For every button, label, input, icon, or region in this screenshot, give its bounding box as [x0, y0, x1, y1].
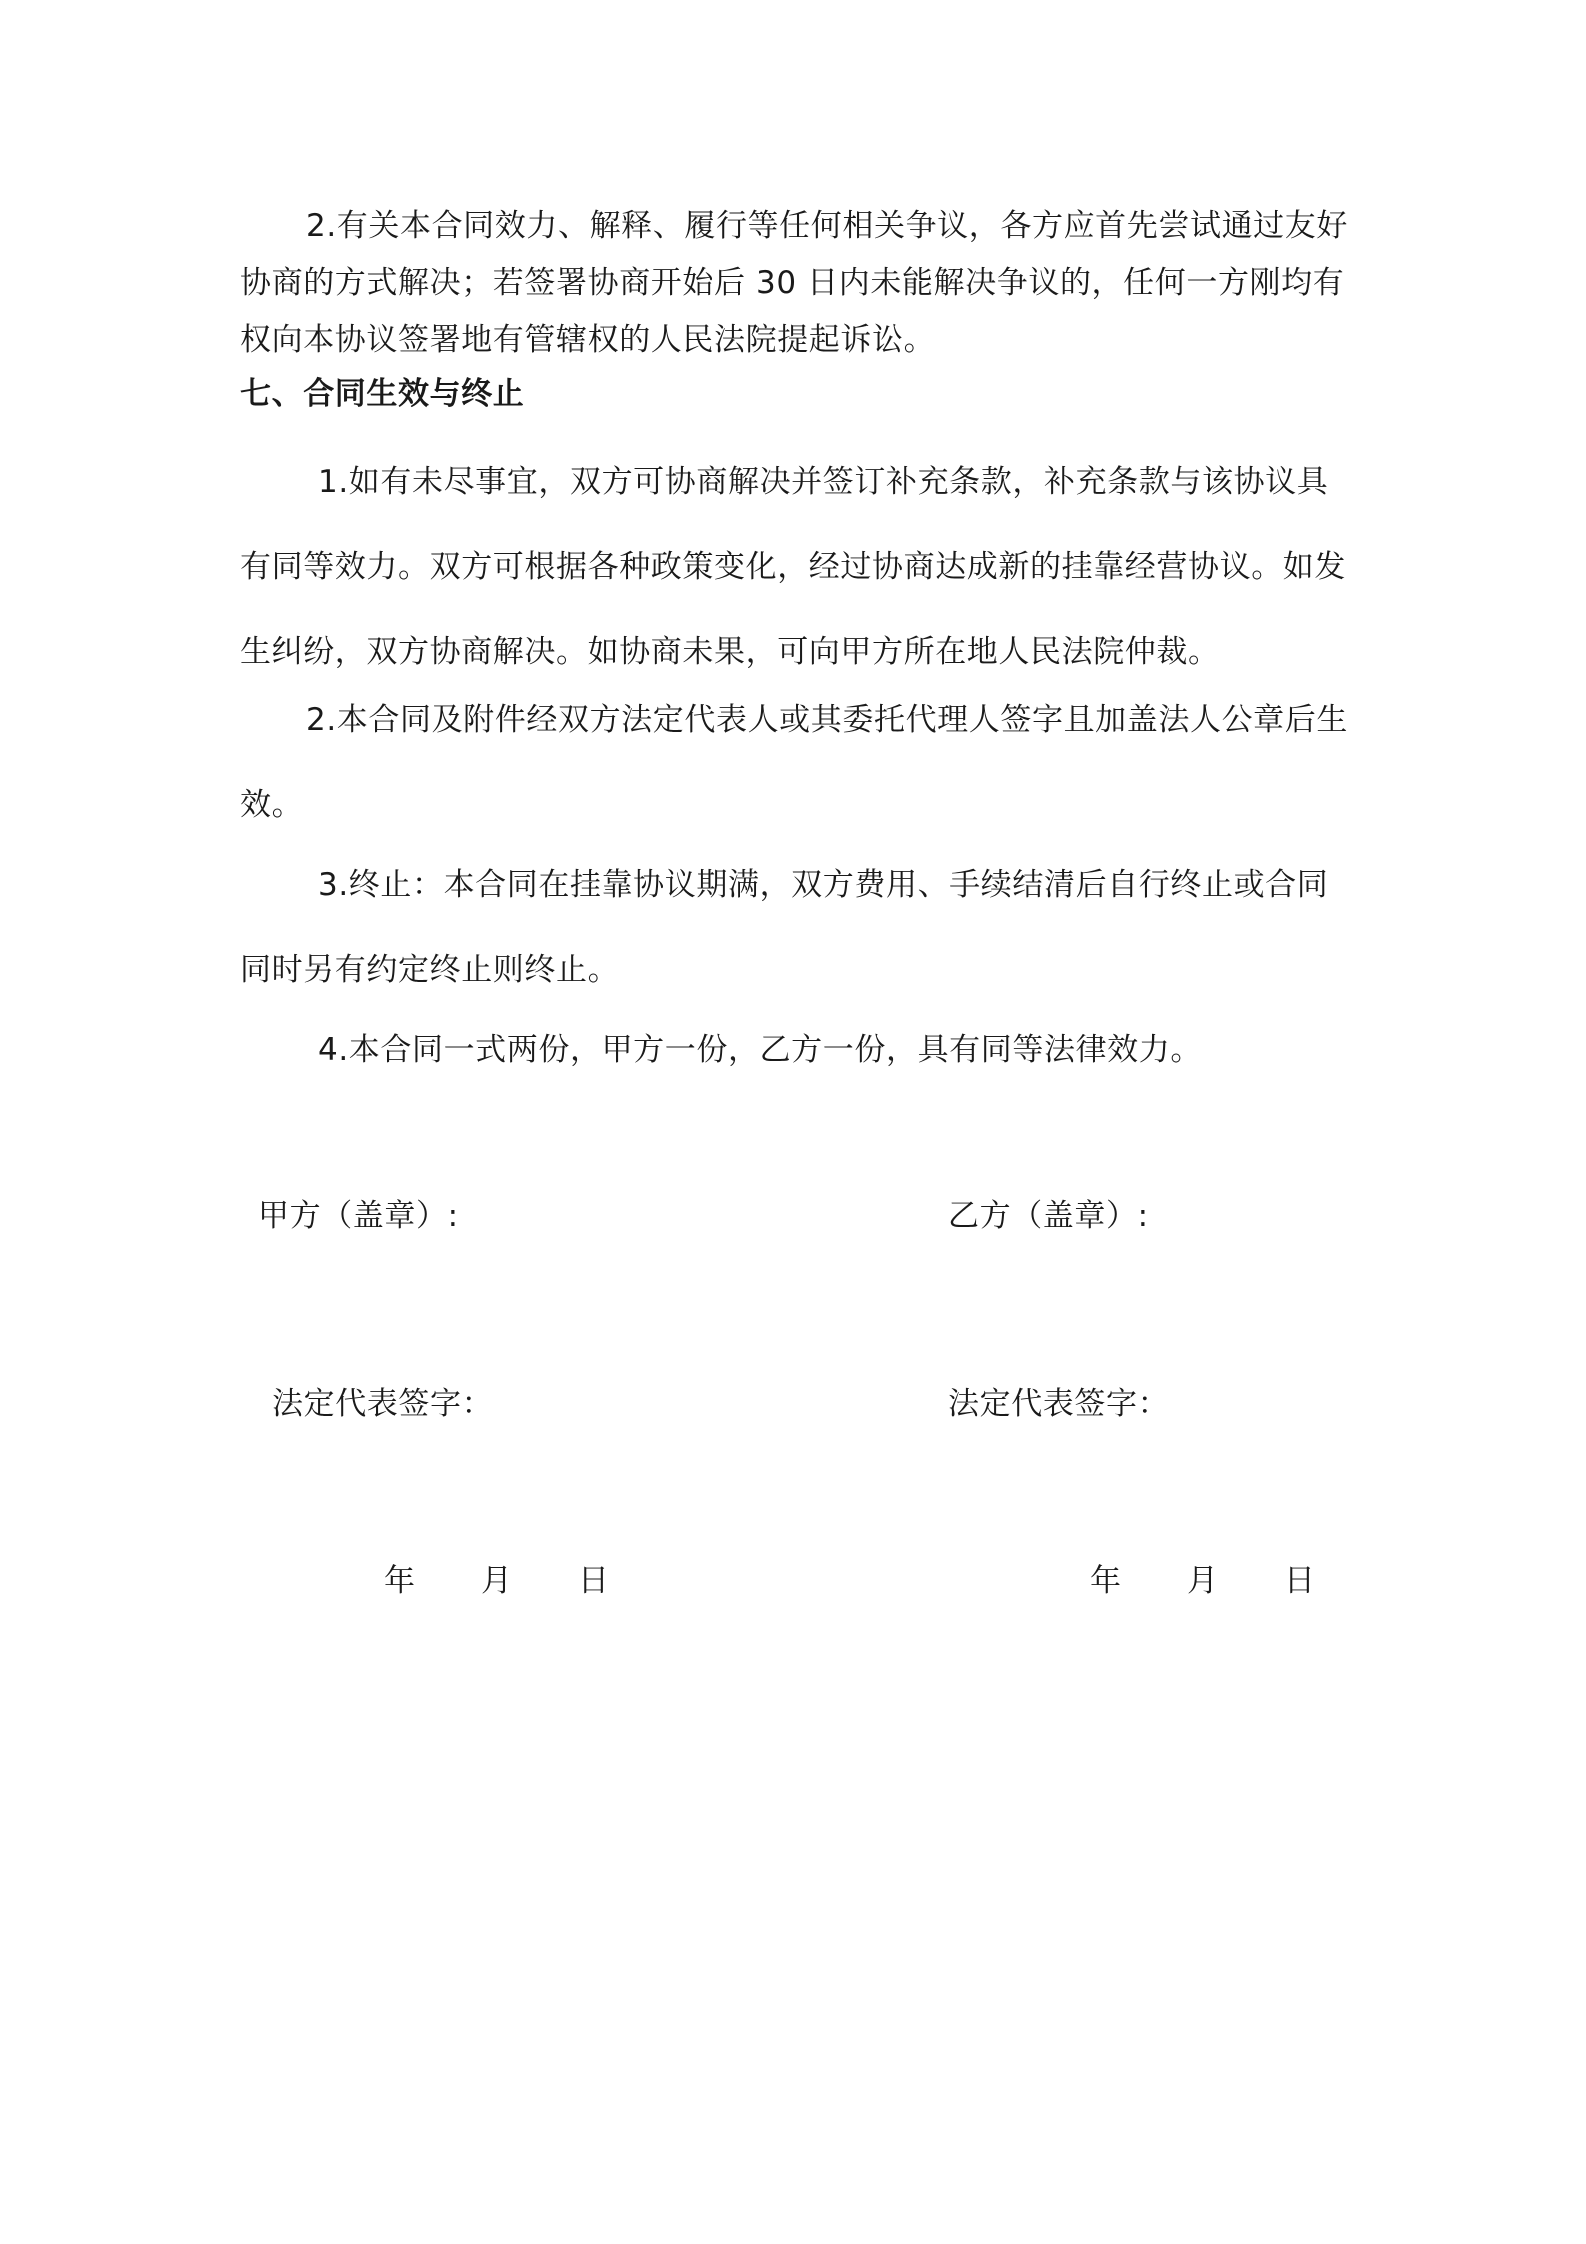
date-month-label: 月 [481, 1563, 512, 1599]
party-b-date-line [1090, 1555, 1324, 1600]
clause-6-item-2: 2.有关本合同效力、解释、履行等任何相关争议，各方应首先尝试通过友好协商的方式解决；若签署协商开始后 30 日内未能解决争议的，任何一方刚均有权向本协议签署地有管辖权的人民法院提起诉讼。 [240, 208, 1348, 358]
section-7-item-2: 2.本合同及附件经双方法定代表人或其委托代理人签字且加盖法人公章后生效。 [240, 702, 1348, 823]
date-year-label: 年 [384, 1563, 415, 1599]
section-7-item-3: 3.终止：本合同在挂靠协议期满，双方费用、手续结清后自行终止或合同同时另有约定终止则终止。 [240, 867, 1329, 988]
party-a-date-line [384, 1555, 618, 1600]
party-b-representative-label: 法定代表签字： [948, 1386, 1170, 1422]
party-b-seal-label: 乙方（盖章）: [948, 1198, 1149, 1234]
date-month-label: 月 [1187, 1563, 1218, 1599]
party-a-seal-label: 甲方（盖章）: [258, 1198, 459, 1234]
date-day-label: 日 [1284, 1563, 1315, 1599]
party-a-representative-label: 法定代表签字： [272, 1386, 494, 1422]
date-year-label: 年 [1090, 1563, 1121, 1599]
section-7-item-4: 4.本合同一式两份，甲方一份，乙方一份，具有同等法律效力。 [318, 1032, 1202, 1068]
section-7-item-1: 1.如有未尽事宜，双方可协商解决并签订补充条款，补充条款与该协议具有同等效力。双方可根据各种政策变化，经过协商达成新的挂靠经营协议。如发生纠纷，双方协商解决。如协商未果，可向甲方所在地人民法院仲裁。 [240, 464, 1346, 670]
section-7-title: 七、合同生效与终止 [240, 376, 525, 412]
date-day-label: 日 [578, 1563, 609, 1599]
